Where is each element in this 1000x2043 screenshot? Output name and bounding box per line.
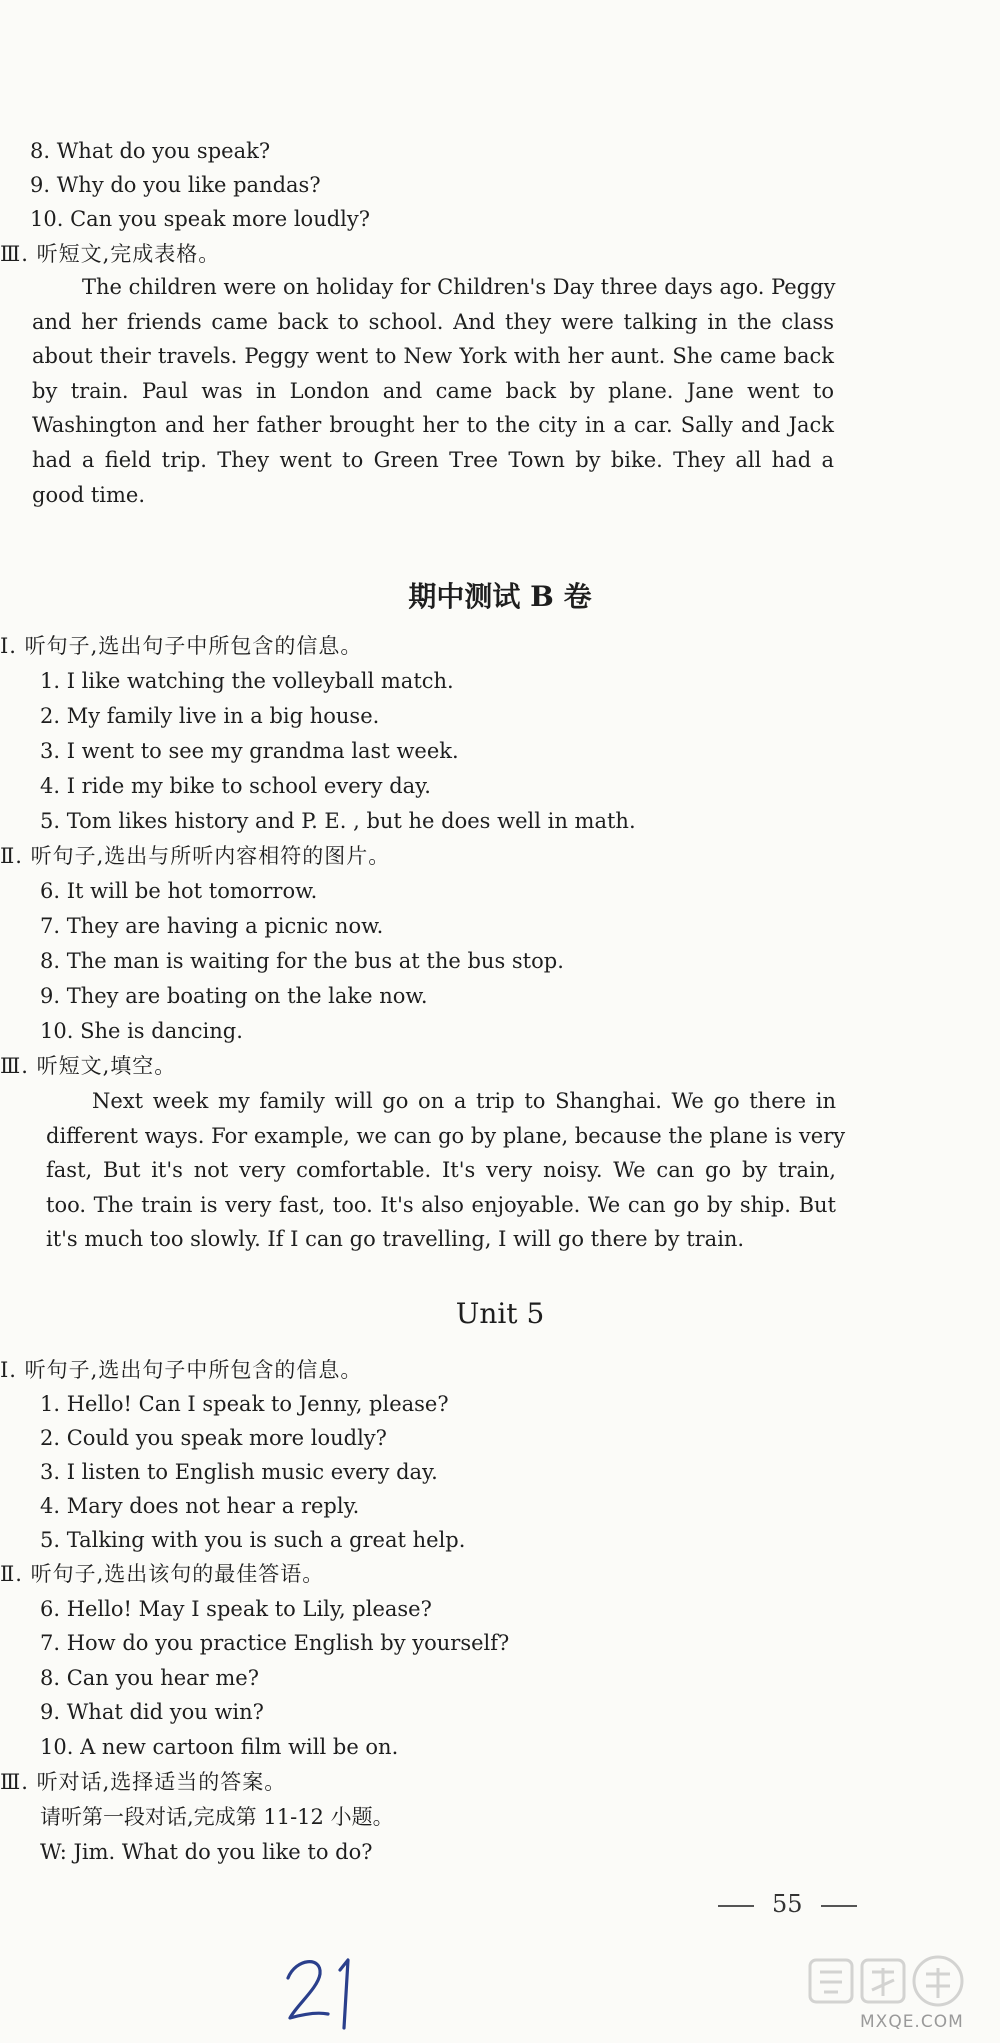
- list-item: 2. My family live in a big house.: [40, 704, 380, 728]
- passage-line: fast, But it's not very comfortable. It's very noisy. We can go by train,: [46, 1158, 836, 1183]
- section-heading: Ⅱ. 听句子,选出与所听内容相符的图片。: [0, 844, 391, 868]
- list-item: 10. A new cartoon film will be on.: [40, 1735, 399, 1759]
- section-heading: Ⅲ. 听短文,填空。: [0, 1054, 177, 1078]
- passage-line: too. The train is very fast, too. It's also enjoyable. We can go by ship. But: [46, 1192, 836, 1217]
- section-heading: Ⅰ. 听句子,选出句子中所包含的信息。: [0, 1358, 363, 1382]
- list-item: 8. The man is waiting for the bus at the bus stop.: [40, 949, 564, 973]
- page-number-value: 55: [772, 1890, 803, 1918]
- list-item: 4. I ride my bike to school every day.: [40, 774, 431, 798]
- list-item: 9. They are boating on the lake now.: [40, 984, 428, 1008]
- list-item: 10. Can you speak more loudly?: [30, 207, 370, 231]
- list-item: 9. What did you win?: [40, 1700, 264, 1724]
- list-item: 8. Can you hear me?: [40, 1666, 259, 1690]
- passage-line: it's much too slowly. If I can go travelling, I will go there by train.: [46, 1227, 745, 1252]
- passage-line: Washington and her father brought her to the city in a car. Sally and Jack: [32, 413, 834, 438]
- handwritten-number: [282, 1948, 372, 2030]
- list-item: 6. It will be hot tomorrow.: [40, 879, 318, 903]
- section-heading: Ⅲ. 听对话,选择适当的答案。: [0, 1770, 287, 1794]
- watermark-url: MXQE.COM: [860, 2012, 964, 2032]
- passage-line: The children were on holiday for Children's Day three days ago. Peggy: [82, 275, 836, 299]
- list-item: 3. I went to see my grandma last week.: [40, 739, 459, 763]
- section-heading: Ⅱ. 听句子,选出该句的最佳答语。: [0, 1562, 325, 1586]
- dialogue-line: W: Jim. What do you like to do?: [40, 1840, 373, 1864]
- page-number: [700, 1890, 875, 1918]
- instruction-text: 请听第一段对话,完成第 11-12 小题。: [40, 1805, 394, 1829]
- passage-line: by train. Paul was in London and came back by plane. Jane went to: [32, 378, 834, 403]
- list-item: 10. She is dancing.: [40, 1019, 243, 1043]
- list-item: 3. I listen to English music every day.: [40, 1460, 438, 1484]
- list-item: 8. What do you speak?: [30, 139, 271, 163]
- section-heading: Ⅰ. 听句子,选出句子中所包含的信息。: [0, 634, 363, 658]
- section-heading: Ⅲ. 听短文,完成表格。: [0, 242, 221, 266]
- list-item: 9. Why do you like pandas?: [30, 173, 321, 197]
- list-item: 2. Could you speak more loudly?: [40, 1426, 387, 1450]
- dash-decoration: [718, 1905, 754, 1907]
- list-item: 4. Mary does not hear a reply.: [40, 1494, 360, 1518]
- passage-line: about their travels. Peggy went to New York with her aunt. She came back: [32, 344, 834, 369]
- list-item: 5. Tom likes history and P. E. , but he does well in math.: [40, 809, 636, 833]
- passage-line: had a field trip. They went to Green Tree Town by bike. They all had a: [32, 447, 834, 472]
- listening-passage: [46, 1084, 846, 1257]
- passage-line: and her friends came back to school. And they were talking in the class: [32, 309, 834, 334]
- passage-line: Next week my family will go on a trip to Shanghai. We go there in: [92, 1089, 836, 1113]
- list-item: 1. I like watching the volleyball match.: [40, 669, 454, 693]
- list-item: 1. Hello! Can I speak to Jenny, please?: [40, 1392, 449, 1416]
- unit-title: Unit 5: [455, 1297, 545, 1330]
- passage-line: good time.: [32, 482, 146, 507]
- listening-passage: [32, 270, 834, 512]
- section-title: 期中测试 B 卷: [408, 580, 592, 613]
- list-item: 7. How do you practice English by yourself?: [40, 1631, 510, 1655]
- list-item: 5. Talking with you is such a great help.: [40, 1528, 466, 1552]
- list-item: 7. They are having a picnic now.: [40, 914, 384, 938]
- dash-decoration: [821, 1905, 857, 1907]
- list-item: 6. Hello! May I speak to Lily, please?: [40, 1597, 432, 1621]
- passage-line: different ways. For example, we can go by plane, because the plane is very: [46, 1123, 846, 1148]
